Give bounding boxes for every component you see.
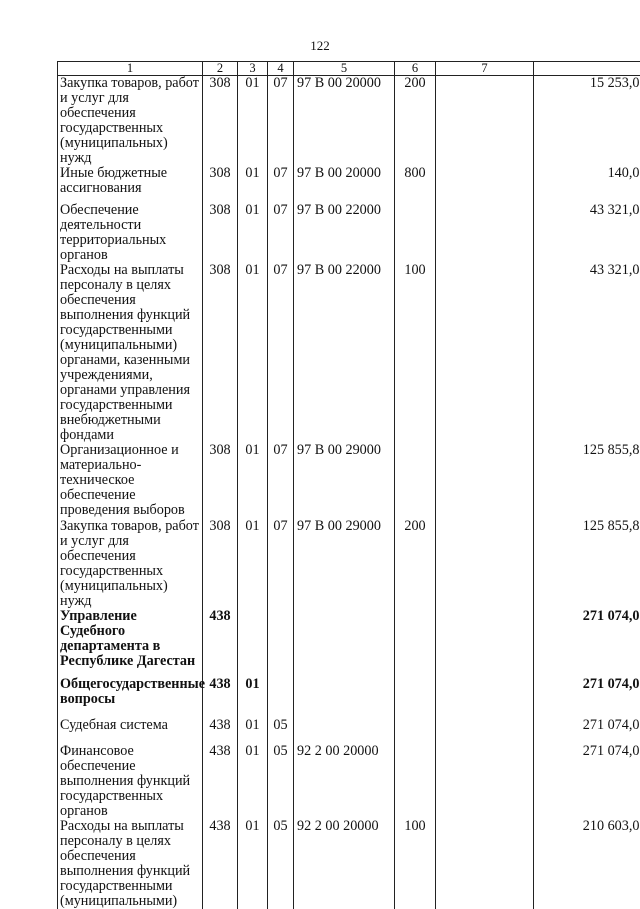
row-code-3 [238, 609, 268, 677]
row-code-5: 97 В 00 20000 [294, 76, 395, 167]
row-code-4 [268, 609, 294, 677]
row-name: Расходы на выплаты персоналу в целях обеспечения выполнения функций государственными (муниципальными) органами, казенными учреждениями, органами управления государственными внебюджетными фондами [58, 263, 203, 443]
table-row [58, 718, 640, 744]
row-code-4: 07 [268, 263, 294, 443]
row-code-7 [436, 263, 534, 443]
row-code-2: 438 [203, 718, 238, 744]
row-amount: 210 603,0 [534, 819, 640, 909]
row-code-6: 200 [395, 519, 436, 609]
row-amount: 271 074,0 [534, 744, 640, 819]
row-name: Обеспечение деятельности территориальных органов [58, 203, 203, 263]
row-code-7 [436, 166, 534, 203]
row-code-6: 200 [395, 76, 436, 167]
row-amount: 43 321,0 [534, 203, 640, 263]
row-code-6 [395, 744, 436, 819]
table-row [58, 166, 640, 203]
row-code-6 [395, 677, 436, 718]
row-code-5: 97 В 00 29000 [294, 443, 395, 519]
row-code-7 [436, 76, 534, 167]
row-code-2: 438 [203, 677, 238, 718]
table-row [58, 519, 640, 609]
row-code-3: 01 [238, 263, 268, 443]
row-amount: 125 855,8 [534, 519, 640, 609]
row-name: Организационное и материально-техническое обеспечение проведения выборов [58, 443, 203, 519]
row-code-2: 438 [203, 744, 238, 819]
row-code-4: 07 [268, 443, 294, 519]
column-header: 3 [238, 62, 268, 76]
column-header: 1 [58, 62, 203, 76]
row-code-2: 308 [203, 443, 238, 519]
row-code-6 [395, 443, 436, 519]
row-code-7 [436, 609, 534, 677]
row-code-3: 01 [238, 819, 268, 909]
row-name: Расходы на выплаты персоналу в целях обеспечения выполнения функций государственными (муниципальными) [58, 819, 203, 909]
row-code-2: 308 [203, 519, 238, 609]
row-code-7 [436, 819, 534, 909]
row-name: Закупка товаров, работ и услуг для обеспечения государственных (муниципальных) нужд [58, 519, 203, 609]
row-code-4: 05 [268, 718, 294, 744]
table-row [58, 677, 640, 718]
row-amount: 125 855,8 [534, 443, 640, 519]
row-code-7 [436, 718, 534, 744]
row-code-5: 92 2 00 20000 [294, 744, 395, 819]
row-amount: 271 074,0 [534, 609, 640, 677]
row-code-2: 308 [203, 263, 238, 443]
row-code-2: 308 [203, 166, 238, 203]
row-code-7 [436, 443, 534, 519]
column-header: 2 [203, 62, 238, 76]
row-code-5: 97 В 00 22000 [294, 203, 395, 263]
row-code-4: 07 [268, 203, 294, 263]
row-code-3: 01 [238, 744, 268, 819]
row-code-7 [436, 203, 534, 263]
row-code-3: 01 [238, 519, 268, 609]
row-code-3: 01 [238, 443, 268, 519]
row-amount: 271 074,0 [534, 677, 640, 718]
column-header: 6 [395, 62, 436, 76]
row-code-3: 01 [238, 677, 268, 718]
column-header: 4 [268, 62, 294, 76]
header-row [58, 62, 640, 76]
row-code-6 [395, 718, 436, 744]
table-row [58, 443, 640, 519]
row-code-4: 07 [268, 519, 294, 609]
column-header [534, 62, 640, 76]
row-code-5: 97 В 00 22000 [294, 263, 395, 443]
row-code-4: 05 [268, 819, 294, 909]
table-row [58, 744, 640, 819]
table-body [58, 76, 640, 909]
row-name: Иные бюджетные ассигнования [58, 166, 203, 203]
row-name: Судебная система [58, 718, 203, 744]
column-header: 5 [294, 62, 395, 76]
table-row [58, 203, 640, 263]
row-code-3: 01 [238, 203, 268, 263]
row-code-4: 05 [268, 744, 294, 819]
row-code-7 [436, 519, 534, 609]
row-code-2: 438 [203, 609, 238, 677]
row-code-6 [395, 609, 436, 677]
row-code-3: 01 [238, 718, 268, 744]
table-row [58, 609, 640, 677]
page-number: 122 [0, 38, 640, 54]
row-code-7 [436, 744, 534, 819]
row-code-6: 100 [395, 263, 436, 443]
row-code-7 [436, 677, 534, 718]
row-code-4 [268, 677, 294, 718]
row-code-3: 01 [238, 166, 268, 203]
row-name: Общегосударственные вопросы [58, 677, 203, 718]
row-amount: 140,0 [534, 166, 640, 203]
column-header: 7 [436, 62, 534, 76]
row-amount: 43 321,0 [534, 263, 640, 443]
table-row [58, 819, 640, 909]
row-code-6: 100 [395, 819, 436, 909]
row-code-5 [294, 677, 395, 718]
row-code-2: 438 [203, 819, 238, 909]
table-row [58, 263, 640, 443]
row-amount: 271 074,0 [534, 718, 640, 744]
row-code-5 [294, 609, 395, 677]
row-code-4: 07 [268, 166, 294, 203]
row-code-5 [294, 718, 395, 744]
table-row [58, 76, 640, 167]
budget-table [57, 61, 640, 909]
row-code-5: 97 В 00 20000 [294, 166, 395, 203]
row-name: Финансовое обеспечение выполнения функций государственных органов [58, 744, 203, 819]
row-name: Управление Судебного департамента в Республике Дагестан [58, 609, 203, 677]
row-code-4: 07 [268, 76, 294, 167]
row-name: Закупка товаров, работ и услуг для обеспечения государственных (муниципальных) нужд [58, 76, 203, 167]
row-code-2: 308 [203, 203, 238, 263]
row-code-6 [395, 203, 436, 263]
row-amount: 15 253,0 [534, 76, 640, 167]
row-code-6: 800 [395, 166, 436, 203]
row-code-5: 97 В 00 29000 [294, 519, 395, 609]
row-code-5: 92 2 00 20000 [294, 819, 395, 909]
row-code-2: 308 [203, 76, 238, 167]
row-code-3: 01 [238, 76, 268, 167]
